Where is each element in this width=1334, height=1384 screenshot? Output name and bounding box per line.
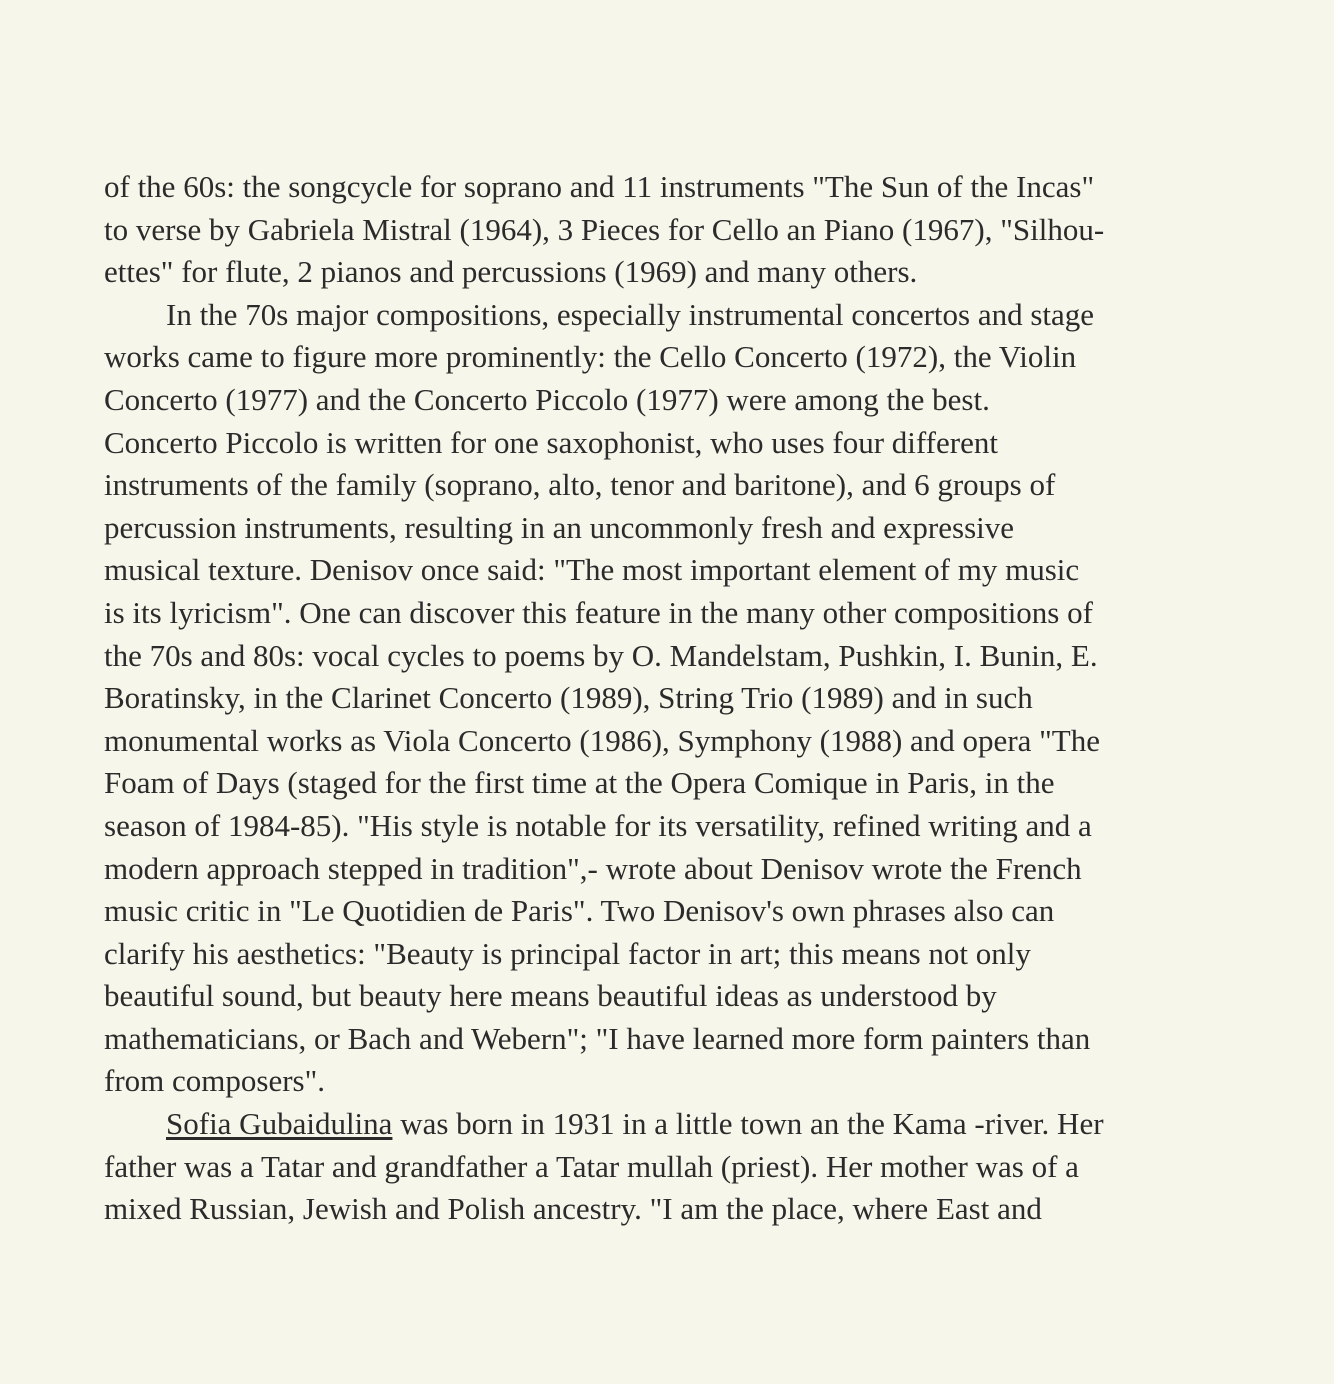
- text-line: percussion instruments, resulting in an uncommonly fresh and expressive: [104, 509, 1015, 545]
- paragraph-start-line: In the 70s major compositions, especially instrumental concertos and stage: [166, 296, 1095, 332]
- text-line: Concerto (1977) and the Concerto Piccolo (1977) were among the best.: [104, 381, 990, 417]
- text-line: mathematicians, or Bach and Webern"; "I have learned more form painters than: [104, 1020, 1091, 1056]
- gubaidulina-name: Sofia Gubaidulina: [166, 1106, 393, 1142]
- text-line: beautiful sound, but beauty here means beautiful ideas as understood by: [104, 978, 997, 1014]
- text-line: from composers".: [104, 1063, 325, 1099]
- text-line: modern approach stepped in tradition",- wrote about Denisov wrote the French: [104, 850, 1082, 886]
- text-line: Concerto Piccolo is written for one saxophonist, who uses four different: [104, 424, 998, 460]
- text-line: monumental works as Viola Concerto (1986), Symphony (1988) and opera "The: [104, 722, 1100, 758]
- text-line: instruments of the family (soprano, alto, tenor and baritone), and 6 groups of: [104, 467, 1056, 503]
- paragraph-start-line: [104, 1103, 1264, 1146]
- text-line: ettes" for flute, 2 pianos and percussions (1969) and many others.: [104, 254, 918, 290]
- text-line: to verse by Gabriela Mistral (1964), 3 Pieces for Cello an Piano (1967), "Silhou-: [104, 211, 1105, 247]
- body-text: [104, 166, 1264, 1231]
- text-line: the 70s and 80s: vocal cycles to poems by O. Mandelstam, Pushkin, I. Bunin, E.: [104, 637, 1098, 673]
- text-line: musical texture. Denisov once said: "The most important element of my music: [104, 552, 1080, 588]
- text-line: of the 60s: the songcycle for soprano and 11 instruments "The Sun of the Incas": [104, 169, 1095, 204]
- text-line: Boratinsky, in the Clarinet Concerto (1989), String Trio (1989) and in such: [104, 680, 1033, 716]
- text-line: Foam of Days (staged for the first time at the Opera Comique in Paris, in the: [104, 765, 1055, 801]
- text-line: mixed Russian, Jewish and Polish ancestry. "I am the place, where East and: [104, 1191, 1042, 1227]
- text-line: father was a Tatar and grandfather a Tatar mullah (priest). Her mother was of a: [104, 1148, 1079, 1184]
- text-line: music critic in "Le Quotidien de Paris". Two Denisov's own phrases also can: [104, 893, 1055, 929]
- text-line: is its lyricism". One can discover this feature in the many other compositions of: [104, 594, 1093, 630]
- text-line: season of 1984-85). "His style is notable for its versatility, refined writing and a: [104, 807, 1092, 843]
- text-line: clarify his aesthetics: "Beauty is principal factor in art; this means not only: [104, 935, 1031, 971]
- gubaidulina-line-text: was born in 1931 in a little town an the Kama -river. Her: [392, 1106, 1104, 1142]
- text-line: works came to figure more prominently: the Cello Concerto (1972), the Violin: [104, 339, 1077, 375]
